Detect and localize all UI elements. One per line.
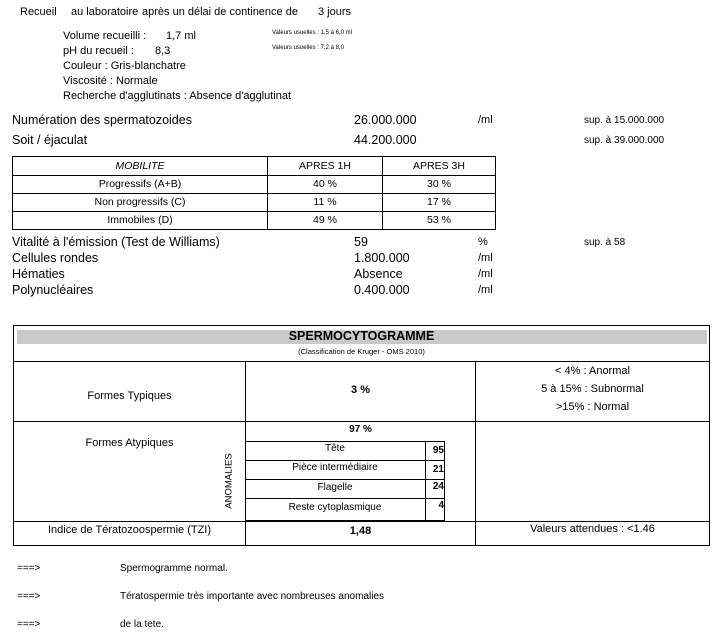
- conclusion-arrow: ===>: [17, 591, 41, 602]
- anomaly-label: Flagelle: [317, 482, 353, 493]
- viscosity-value: Normale: [116, 75, 158, 87]
- round-cells-label: Cellules rondes: [12, 251, 99, 265]
- color-label: Couleur :: [63, 60, 108, 72]
- count-ref: sup. à 15.000.000: [584, 115, 665, 126]
- round-cells-unit: /ml: [478, 252, 493, 264]
- typical-label: Formes Typiques: [87, 390, 172, 402]
- spermo-subtitle: (Classification de Kruger - OMS 2010): [298, 347, 425, 356]
- polynuclear-value: 0.400.000: [354, 283, 410, 297]
- ejaculat-ref: sup. à 39.000.000: [584, 135, 665, 146]
- anomaly-value: 95: [432, 445, 444, 456]
- conclusion-arrow: ===>: [17, 563, 41, 574]
- conclusion-text: Spermogramme normal.: [120, 563, 228, 574]
- hematies-label: Hématies: [12, 267, 65, 281]
- conclusion-text: de la tete.: [120, 619, 164, 630]
- collection-place: au laboratoire: [71, 6, 139, 18]
- norm-normal: >15% : Normal: [555, 401, 630, 413]
- round-cells-value: 1.800.000: [354, 251, 410, 265]
- anomalies-table: [245, 441, 445, 521]
- hematies-value: Absence: [354, 267, 403, 281]
- norm-abnormal: < 4% : Anormal: [555, 365, 630, 377]
- volume-value: 1,7 ml: [166, 30, 196, 42]
- vitality-ref: sup. à 58: [584, 237, 626, 248]
- agglutinat-value: Absence d'agglutinat: [189, 90, 292, 102]
- volume-label: Volume recueilli :: [63, 30, 147, 42]
- norm-subnormal: 5 à 15% : Subnormal: [541, 383, 644, 395]
- typical-value: 3 %: [351, 384, 370, 396]
- anomalies-vertical-label: [222, 448, 236, 514]
- spermocytogram-table: [13, 325, 710, 546]
- mobility-header-3h: APRES 3H: [413, 160, 465, 172]
- polynuclear-label: Polynucléaires: [12, 283, 94, 297]
- hematies-unit: /ml: [478, 268, 493, 280]
- ejaculat-label: Soit / éjaculat: [12, 133, 88, 147]
- count-label: Numération des spermatozoides: [12, 113, 192, 127]
- anomaly-label: Tête: [324, 443, 345, 454]
- anomaly-value: 4: [438, 500, 444, 511]
- mobility-row-1h: 40 %: [313, 178, 337, 190]
- mobility-row-label: Non progressifs (C): [94, 196, 186, 208]
- agglutinat-row: [63, 90, 291, 102]
- mobility-row-3h: 17 %: [427, 196, 451, 208]
- mobility-row-3h: 30 %: [427, 178, 451, 190]
- polynuclear-unit: /ml: [478, 284, 493, 296]
- ejaculat-value: 44.200.000: [354, 133, 417, 147]
- ph-ref: Valeurs usuelles : 7,2 à 8,0: [272, 45, 344, 51]
- atypical-label: Formes Atypiques: [85, 437, 174, 449]
- viscosity-row: [63, 75, 158, 87]
- anomaly-label: Reste cytoplasmique: [288, 502, 382, 513]
- anomaly-label: Pièce intermédiaire: [292, 462, 378, 473]
- conclusion-arrow: ===>: [17, 619, 41, 630]
- collection-delay-text: après un délai de continence de: [142, 6, 298, 18]
- collection-delay-value: 3 jours: [318, 6, 352, 18]
- agglutinat-label: Recherche d'agglutinats :: [63, 90, 187, 102]
- volume-ref: Valeurs usuelles : 1,5 à 6,0 ml: [272, 30, 352, 36]
- tzi-value: 1,48: [349, 525, 372, 537]
- spermo-title: SPERMOCYTOGRAMME: [288, 329, 435, 343]
- color-row: [63, 60, 186, 72]
- collection-label: Recueil: [20, 6, 57, 18]
- tzi-label: Indice de Tératozoospermie (TZI): [47, 524, 212, 536]
- color-value: Gris-blanchatre: [110, 60, 186, 72]
- ph-label: pH du recueil :: [63, 45, 134, 57]
- count-unit: /ml: [478, 114, 493, 126]
- mobility-table: [12, 156, 496, 230]
- vitality-value: 59: [354, 235, 368, 249]
- atypical-value: 97 %: [349, 424, 372, 435]
- mobility-row-3h: 53 %: [427, 214, 451, 226]
- anomaly-value: 24: [432, 481, 444, 492]
- anomaly-value: 21: [432, 464, 444, 475]
- mobility-row-1h: 49 %: [313, 214, 337, 226]
- mobility-row-1h: 11 %: [313, 196, 337, 208]
- tzi-ref: Valeurs attendues : <1.46: [530, 523, 655, 535]
- viscosity-label: Viscosité :: [63, 75, 113, 87]
- anomalies-label: ANOMALIES: [223, 453, 235, 509]
- vitality-unit: %: [478, 236, 488, 248]
- vitality-label: Vitalité à l'émission (Test de Williams): [12, 235, 220, 249]
- mobility-row-label: Progressifs (A+B): [98, 178, 182, 190]
- count-value: 26.000.000: [354, 113, 417, 127]
- mobility-header-label: MOBILITE: [115, 160, 165, 172]
- mobility-row-label: Immobiles (D): [107, 214, 173, 226]
- mobility-header-1h: APRES 1H: [299, 160, 351, 172]
- conclusion-text: Tératospermie très importante avec nombreuses anomalies: [120, 591, 385, 602]
- ph-value: 8,3: [155, 45, 171, 57]
